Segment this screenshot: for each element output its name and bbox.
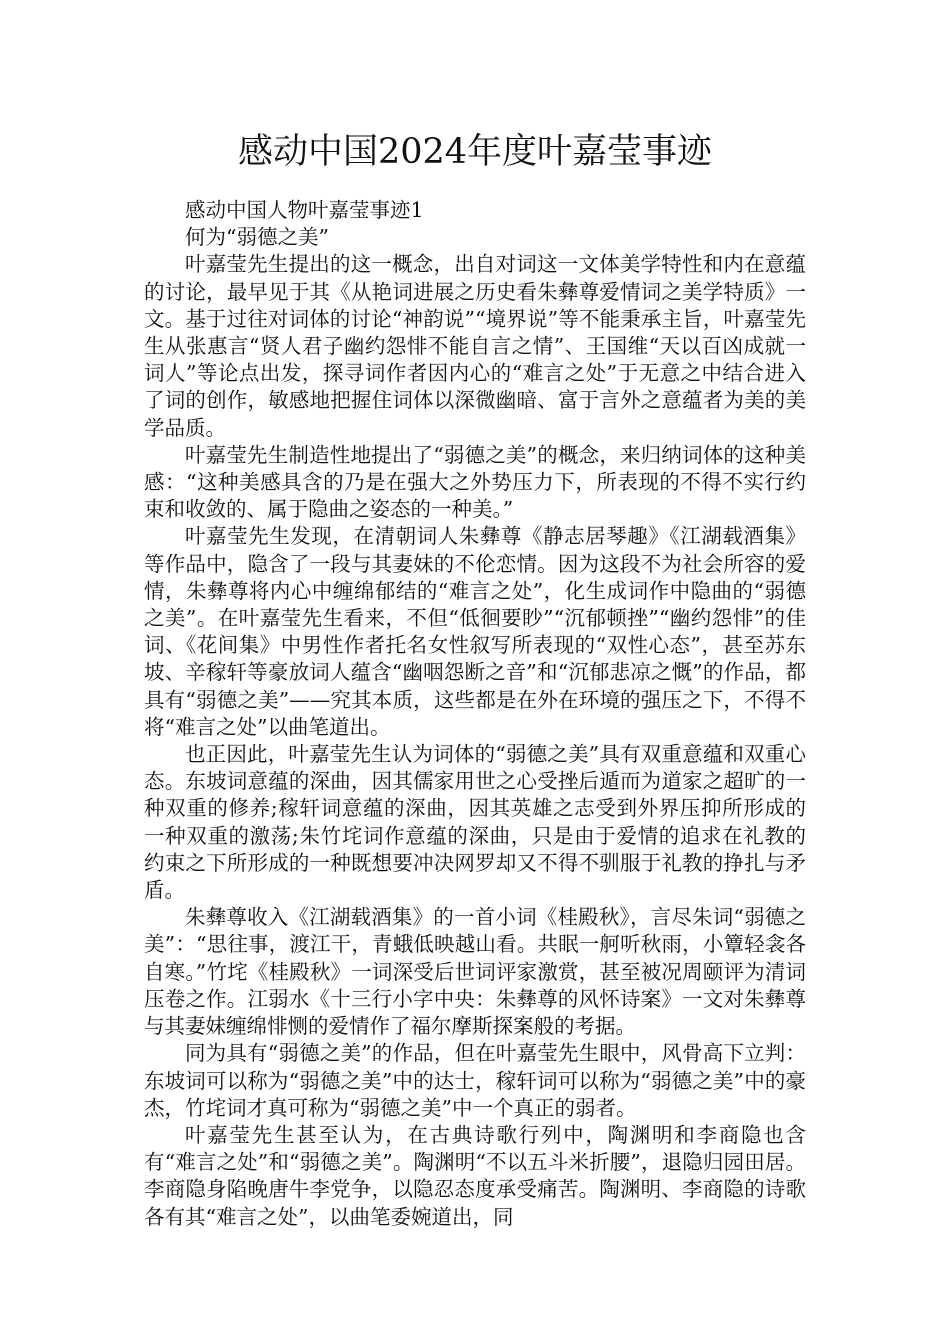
document-page (144, 0, 806, 1231)
paragraph: 朱彝尊收入《江湖载酒集》的一首小词《桂殿秋》，言尽朱词“弱德之美”：“思往事，渡江干，青蛾低映越山看。共眠一舸听秋雨，小簟轻衾各自寒。”竹垞《桂殿秋》一词深受后世词评家激赏，甚至被况周颐评为清词压卷之作。江弱水《十三行小字中央：朱彝尊的风怀诗案》一文对朱彝尊与其妻妹缠绵悱恻的爱情作了福尔摩斯探案般的考据。 (144, 905, 806, 1039)
paragraph: 也正因此，叶嘉莹先生认为词体的“弱德之美”具有双重意蕴和双重心态。东坡词意蕴的深曲，因其儒家用世之心受挫后遁而为道家之超旷的一种双重的修养;稼轩词意蕴的深曲，因其英雄之志受到外界压抑所形成的一种双重的激荡;朱竹垞词作意蕴的深曲，只是由于爱情的追求在礼教的约束之下所形成的一种既想要冲决网罗却又不得不驯服于礼教的挣扎与矛盾。 (144, 742, 806, 903)
paragraph: 何为“弱德之美” (185, 225, 329, 250)
document-body (144, 197, 806, 1231)
paragraph: 叶嘉莹先生提出的这一概念，出自对词这一文体美学特性和内在意蕴的讨论，最早见于其《从艳词进展之历史看朱彝尊爱情词之美学特质》一文。基于过往对词体的讨论“神韵说”“境界说”等不能秉承主旨，叶嘉莹先生从张惠言“贤人君子幽约怨悱不能自言之情”、王国维“天以百凶成就一词人”等论点出发，探寻词作者因内心的“难言之处”于无意之中结合进入了词的创作，敏感地把握住词体以深微幽暗、富于言外之意蕴者为美的美学品质。 (144, 252, 806, 440)
paragraph: 叶嘉莹先生甚至认为，在古典诗歌行列中，陶渊明和李商隐也含有“难言之处”和“弱德之美”。陶渊明“不以五斗米折腰”，退隐归园田居。李商隐身陷晚唐牛李党争，以隐忍态度承受痛苦。陶渊明、李商隐的诗歌各有其“难言之处”，以曲笔委婉道出，同 (144, 1122, 806, 1229)
paragraph: 同为具有“弱德之美”的作品，但在叶嘉莹先生眼中，风骨高下立判：东坡词可以称为“弱德之美”中的达士，稼轩词可以称为“弱德之美”中的豪杰，竹垞词才真可称为“弱德之美”中一个真正的弱者。 (144, 1041, 806, 1120)
paragraph: 叶嘉莹先生发现，在清朝词人朱彝尊《静志居琴趣》《江湖载酒集》等作品中，隐含了一段与其妻妹的不伦恋情。因为这段不为社会所容的爱情，朱彝尊将内心中缠绵郁结的“难言之处”，化生成词作中隐曲的“弱德之美”。在叶嘉莹先生看来，不但“低徊要眇”“沉郁顿挫”“幽约怨悱”的佳词、《花间集》中男性作者托名女性叙写所表现的“双性心态”，甚至苏东坡、辛稼轩等豪放词人蕴含“幽咽怨断之音”和“沉郁悲凉之慨”的作品，都具有“弱德之美”——究其本质，这些都是在外在环境的强压之下，不得不将“难言之处”以曲笔道出。 (144, 524, 806, 739)
paragraph: 叶嘉莹先生制造性地提出了“弱德之美”的概念，来归纳词体的这种美感：“这种美感具含的乃是在强大之外势压力下，所表现的不得不实行约束和收敛的、属于隐曲之姿态的一种美。” (144, 442, 806, 522)
paragraph: 感动中国人物叶嘉莹事迹1 (185, 198, 424, 222)
document-title: 感动中国2024年度叶嘉莹事迹 (237, 132, 713, 172)
